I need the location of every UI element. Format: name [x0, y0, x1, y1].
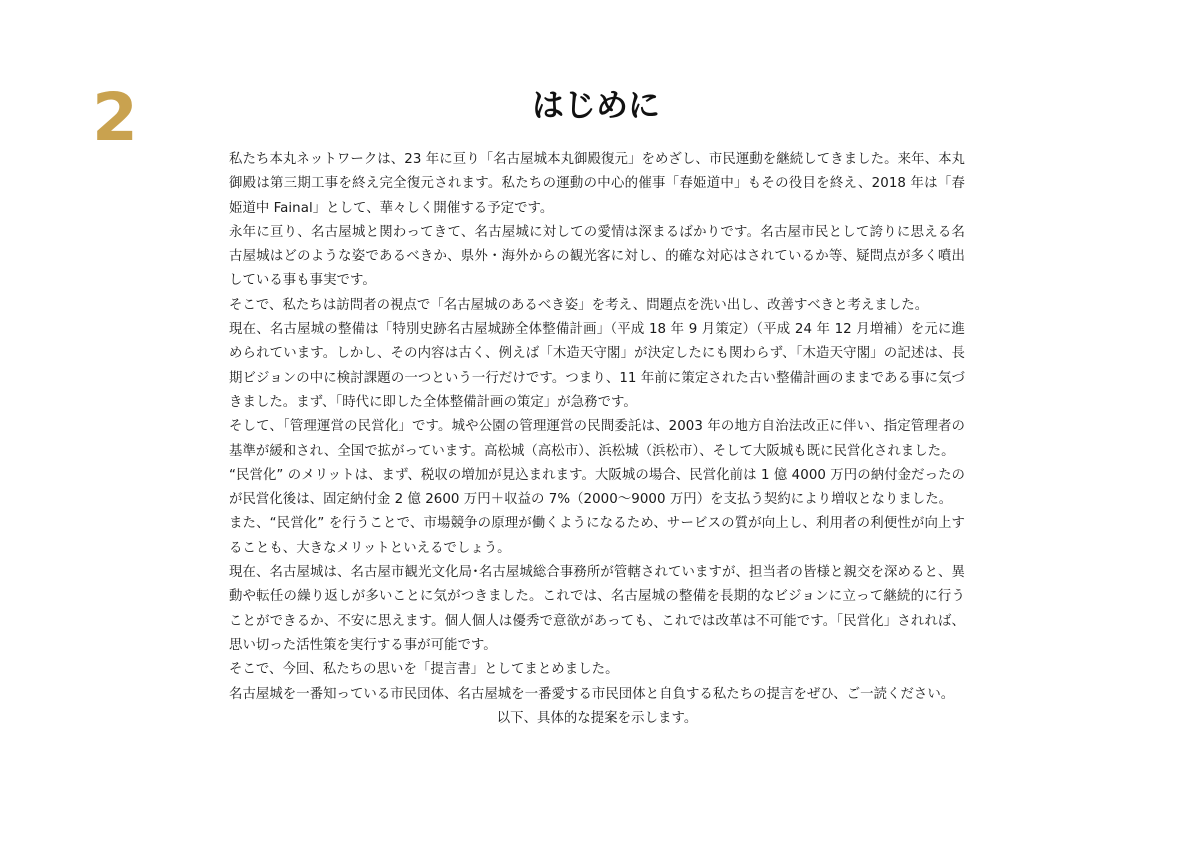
paragraph-closing: 以下、具体的な提案を示します。	[496, 710, 698, 726]
paragraph-current-management: 現在、名古屋城は、名古屋市観光文化局･名古屋城総合事務所が管轄されていますが、担当者の皆様と親交を深めると、異動や転任の繰り返しが多いことに気がつきました。これでは、名古屋城の整備を長期的なビジョンに立って継続的に行うことができるか、不安に思えます。個人個人は優秀で意欲があっても、これでは改革は不可能です。「民営化」されれば、思い切った活性策を実行する事が可能です。	[229, 565, 965, 653]
paragraph-privatization-merit-service: また、“民営化” を行うことで、市場競争の原理が働くようになるため、サービスの質が向上し、利用者の利便性が向上することも、大きなメリットといえるでしょう。	[229, 516, 965, 556]
paragraph-concerns: 永年に亘り、名古屋城と関わってきて、名古屋城に対しての愛情は深まるばかりです。名古屋市民として誇りに思える名古屋城はどのような姿であるべきか、県外・海外からの観光客に対し、的確な対応はされているか等、疑問点が多く噴出している事も事実です。	[229, 224, 965, 289]
page-number: 2	[92, 79, 138, 156]
paragraph-privatization: そして、「管理運営の民営化」です。城や公園の管理運営の民間委託は、2003 年の地方自治法改正に伴い、指定管理者の基準が緩和され、全国で拡がっています。高松城（高松市）、浜松城（浜松市）、そして大阪城も既に民営化されました。	[229, 419, 965, 459]
body-text	[229, 148, 965, 731]
paragraph-privatization-merit-revenue: “民営化” のメリットは、まず、税収の増加が見込まれます。大阪城の場合、民営化前は 1 億 4000 万円の納付金だったのが民営化後は、固定納付金 2 億 2600 万円＋収益の 7%（2000～9000 万円）を支払う契約により増収となりました。	[229, 467, 965, 508]
paragraph-proposal-document: そこで、今回、私たちの思いを「提言書」としてまとめました。	[229, 662, 619, 678]
paragraph-proposal-basis: そこで、私たちは訪問者の視点で「名古屋城のあるべき姿」を考え、問題点を洗い出し、改善すべきと考えました。	[229, 297, 929, 313]
paragraph-master-plan: 現在、名古屋城の整備は「特別史跡名古屋城跡全体整備計画」（平成 18 年 9 月策定）（平成 24 年 12 月増補）を元に進められています。しかし、その内容は古く、例えば「木造天守閣」が決定したにも関わらず、「木造天守閣」の記述は、長期ビジョンの中に検討課題の一つという一行だけです。つまり、11 年前に策定された古い整備計画のままである事に気づきました。まず、「時代に即した全体整備計画の策定」が急務です。	[229, 322, 965, 410]
paragraph-request: 名古屋城を一番知っている市民団体、名古屋城を一番愛する市民団体と自負する私たちの提言をぜひ、ご一読ください。	[229, 686, 955, 702]
page-title: はじめに	[531, 86, 660, 124]
paragraph-intro: 私たち本丸ネットワークは、23 年に亘り「名古屋城本丸御殿復元」をめざし、市民運動を継続してきました。来年、本丸御殿は第三期工事を終え完全復元されます。私たちの運動の中心的催事「春姫道中」もその役目を終え、2018 年は「春姫道中 Fainal」として、華々しく開催する予定です。	[229, 152, 965, 216]
